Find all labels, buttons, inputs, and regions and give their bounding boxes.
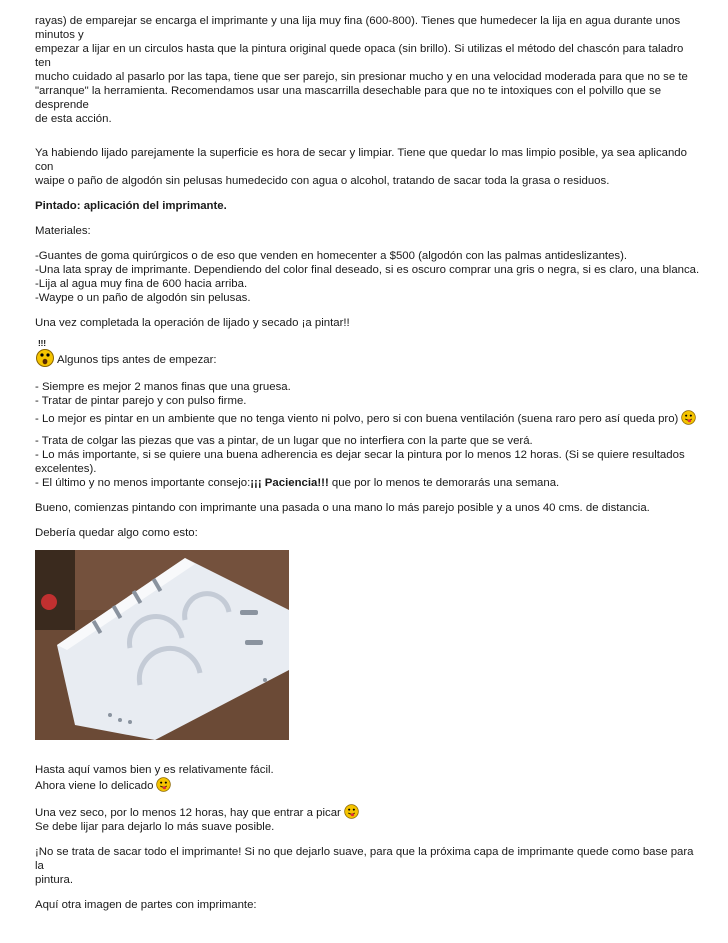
patience-emphasis: ¡¡¡ Paciencia!!!: [250, 477, 329, 489]
materials-list: [35, 249, 700, 305]
tongue-smiley-icon: [681, 410, 696, 425]
tongue-smiley-icon: [344, 804, 359, 819]
intro-paragraph: [35, 14, 700, 126]
list-item: -Lija al agua muy fina de 600 hacia arriba.: [35, 278, 248, 290]
list-item: -Guantes de goma quirúrgicos o de eso que venden en homecenter a $500 (algodón con las palmas antideslizantes).: [35, 250, 628, 262]
text-line: mucho cuidado al pasarlo por las tapa, tiene que ser parejo, sin presionar mucho y en una velocidad moderada para que no se te: [35, 71, 688, 83]
tips-title: Algunos tips antes de empezar:: [57, 354, 217, 366]
tip-item: excelentes).: [35, 463, 97, 475]
note-paragraph: [35, 845, 700, 887]
tip-text: - Lo mejor es pintar en un ambiente que no tenga viento ni polvo, pero si con buena ventilación (suena raro pero así queda pro): [35, 413, 679, 425]
ready-text: Una vez completada la operación de lijado y secado ¡a pintar!!: [35, 317, 350, 329]
text-span: Una vez seco, por lo menos 12 horas, hay que entrar a picar: [35, 807, 341, 819]
list-item: -Waype o un paño de algodón sin pelusas.: [35, 292, 251, 304]
another-image-text: Aquí otra imagen de partes con imprimante:: [35, 899, 257, 911]
tongue-smiley-icon: [156, 777, 171, 792]
tip-item: - Tratar de pintar parejo y con pulso firme.: [35, 395, 247, 407]
tip-item: [35, 476, 700, 490]
text-line: Hasta aquí vamos bien y es relativamente fácil.: [35, 764, 274, 776]
paint-text: Bueno, comienzas pintando con imprimante una pasada o una mano lo más parejo posible y a unos 40 cms. de distancia.: [35, 502, 650, 514]
text-line: empezar a lijar en un circulos hasta que la pintura original quede opaca (sin brillo). Si utilizas el método del chascón para taladro ten: [35, 43, 684, 69]
text-span: Ahora viene lo delicado: [35, 780, 154, 792]
tip-text: que por lo menos te demorarás una semana.: [328, 477, 560, 489]
materials-title: Materiales:: [35, 225, 91, 237]
dry-paragraph: [35, 804, 700, 834]
tip-item: - Lo más importante, si se quiere una buena adherencia es dejar secar la pintura por lo menos 12 horas. (Si se quiere resultados: [35, 449, 685, 461]
primed-part-photo: [35, 550, 289, 740]
text-line: waipe o paño de algodón sin pelusas humedecido con agua o alcohol, tratando de sacar toda la grasa o residuos.: [35, 175, 610, 187]
text-line: [35, 804, 700, 820]
tip-item: - Trata de colgar las piezas que vas a pintar, de un lugar que no interfiera con la parte que se verá.: [35, 435, 533, 447]
text-line: Ya habiendo lijado parejamente la superficie es hora de secar y limpiar. Tiene que quedar lo mas limpio posible, ya sea aplicando con: [35, 147, 687, 173]
tips-list-2: [35, 434, 700, 490]
tip-item: - Siempre es mejor 2 manos finas que una gruesa.: [35, 381, 291, 393]
list-item: -Una lata spray de imprimante. Dependiendo del color final deseado, si es oscuro comprar una gris o negra, si es claro, una blanca.: [35, 264, 700, 276]
text-line: de esta acción.: [35, 113, 112, 125]
text-line: ¡No se trata de sacar todo el imprimante! Si no que dejarlo suave, para que la próxima capa de imprimante quede como base para la: [35, 846, 694, 872]
text-line: [35, 777, 700, 793]
cleaning-paragraph: [35, 146, 700, 188]
text-line: "arranque" la herramienta. Recomendamos usar una mascarrilla desechable para que no te intoxiques con el polvillo que se desprende: [35, 85, 662, 111]
exclaim-emoticon-icon: [35, 339, 57, 369]
tip-item: [35, 410, 700, 426]
tips-heading: [35, 339, 700, 369]
tips-list-1: [35, 380, 700, 426]
section-title: Pintado: aplicación del imprimante.: [35, 200, 227, 212]
text-line: pintura.: [35, 874, 73, 886]
should-look-text: Debería quedar algo como esto:: [35, 527, 198, 539]
text-line: Se debe lijar para dejarlo lo más suave posible.: [35, 821, 275, 833]
text-line: rayas) de emparejar se encarga el imprimante y una lija muy fina (600-800). Tienes que humedecer la lija en agua durante unos minutos y: [35, 15, 681, 41]
document-page: [35, 14, 700, 912]
emoticon-text: !!!: [38, 339, 46, 348]
after-paragraph: [35, 763, 700, 793]
tip-text: - El último y no menos importante consejo:: [35, 477, 251, 489]
